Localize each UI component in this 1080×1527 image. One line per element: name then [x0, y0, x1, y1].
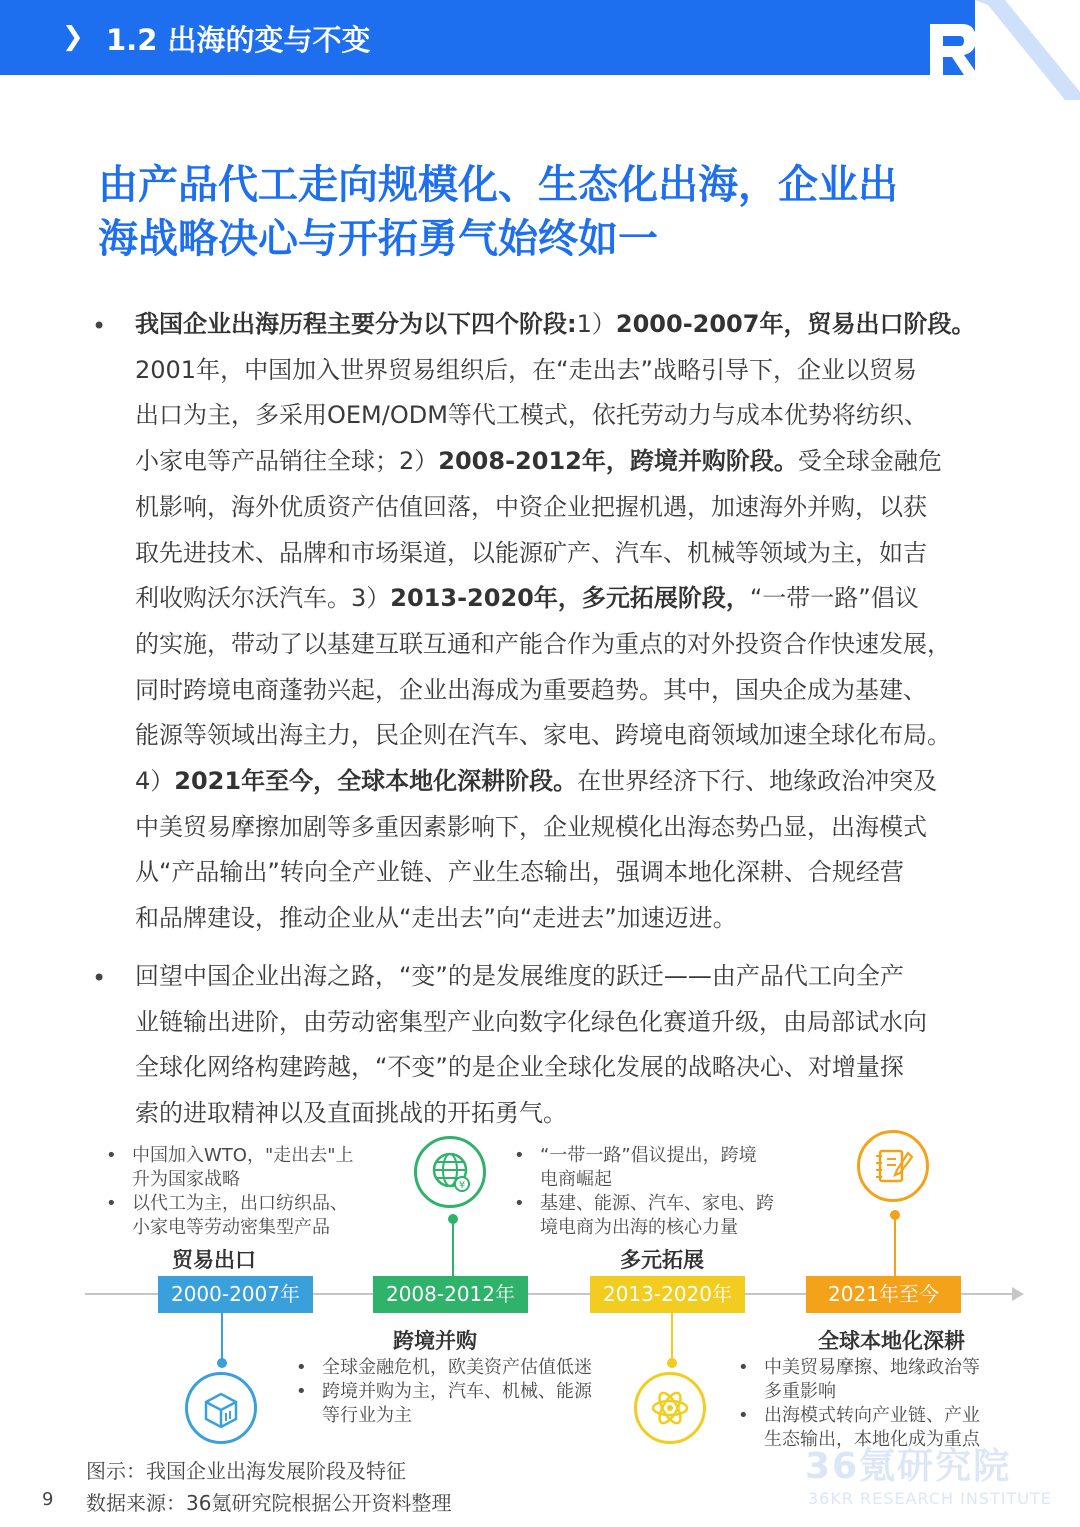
note-text: 中美贸易摩擦、地缘政治等 [764, 1357, 980, 1378]
note-line: 小家电等劳动密集型产品 [132, 1217, 330, 1238]
connector-line [671, 1313, 673, 1363]
paragraph-line: 取先进技术、品牌和市场渠道，以能源矿产、汽车、机械等领域为主，如吉 [135, 538, 927, 567]
note-text: 中国加入WTO，"走出去"上 [132, 1145, 354, 1166]
bullet-marker: • [106, 1193, 117, 1214]
text-span: 4） [135, 767, 175, 796]
paragraph-line: 索的进取精神以及直面挑战的开拓勇气。 [135, 1099, 567, 1128]
bullet-marker: • [514, 1145, 525, 1166]
brand-logo-icon [900, 0, 1080, 100]
paragraph-line: 能源等领域出海主力，民企则在汽车、家电、跨境电商领域加速全球化布局。 [135, 721, 951, 750]
text-span: “一带一路”倡议 [749, 584, 919, 613]
bullet-marker: • [514, 1193, 525, 1214]
notebook-icon-glyph [860, 1133, 926, 1199]
note-line [296, 1356, 592, 1380]
paragraph-line: 从“产品输出”转向全产业链、产业生态输出，强调本地化深耕、合规经营 [135, 858, 904, 887]
note-line [514, 1192, 774, 1216]
paragraph-line: 回望中国企业出海之路，“变”的是发展维度的跃迁——由产品代工向全产 [135, 962, 904, 990]
connector-line [894, 1215, 896, 1276]
header-bar [0, 0, 1080, 75]
connector-line [221, 1313, 223, 1363]
bullet-marker: • [296, 1381, 307, 1402]
page-title [98, 158, 998, 266]
data-source: 数据来源：36氪研究院根据公开资料整理 [86, 1491, 452, 1515]
bullet-marker: • [92, 312, 107, 340]
note-line: 等行业为主 [322, 1405, 412, 1426]
bullet-marker: • [738, 1405, 749, 1426]
paragraph-line: 的实施，带动了以基建互联互通和产能合作为重点的对外投资合作快速发展， [135, 629, 951, 658]
stage1-notes [106, 1144, 354, 1240]
figure-caption: 图示：我国企业出海发展阶段及特征 [86, 1459, 406, 1483]
watermark-logo: 36氪研究院 [805, 1446, 1012, 1487]
stage-name: 多元拓展 [620, 1248, 704, 1272]
paragraph-line [135, 439, 995, 485]
bold-text: 2008-2012年，跨境并购阶段。 [438, 447, 798, 476]
year-box: 2008-2012年 [373, 1276, 528, 1313]
note-text: 跨境并购为主，汽车、机械、能源 [322, 1381, 592, 1402]
text-span: 受全球金融危 [797, 447, 942, 476]
bold-text: 2021年至今，全球本地化深耕阶段。 [174, 767, 578, 796]
paragraph-line: 出口为主，多采用OEM/ODM等代工模式，依托劳动力与成本优势将纺织、 [135, 401, 928, 430]
paragraph-stages [135, 302, 995, 942]
section-title: 1.2 出海的变与不变 [106, 23, 371, 57]
note-line [106, 1144, 354, 1168]
box-icon-glyph [188, 1375, 254, 1441]
note-line: 生态输出，本地化成为重点 [764, 1429, 980, 1450]
page-number: 9 [42, 1489, 54, 1510]
note-line: 多重影响 [764, 1381, 836, 1402]
note-text: “一带一路”倡议提出，跨境 [540, 1145, 757, 1166]
notebook-pen-icon [857, 1130, 929, 1202]
note-text: 全球金融危机，欧美资产估值低迷 [322, 1357, 592, 1378]
stage-name: 跨境并购 [393, 1329, 477, 1353]
paragraph-line: 全球化网络构建跨越，“不变”的是企业全球化发展的战略决心、对增量探 [135, 1053, 904, 1082]
connector-line [452, 1220, 454, 1276]
paragraph-line: 中美贸易摩擦加剧等多重因素影响下，企业规模化出海态势凸显，出海模式 [135, 812, 927, 841]
box-icon [185, 1372, 257, 1444]
stage-name: 贸易出口 [172, 1248, 256, 1272]
text-span: 小家电等产品销往全球；2） [135, 447, 439, 476]
bullet-marker: • [738, 1357, 749, 1378]
page-title-line: 由产品代工走向规模化、生态化出海，企业出 [98, 162, 898, 208]
chevron-right-icon: ❯ [62, 22, 84, 52]
paragraph-line [135, 759, 995, 805]
stage3-notes [514, 1144, 774, 1240]
note-line: 升为国家战略 [132, 1169, 240, 1190]
year-box: 2013-2020年 [590, 1276, 745, 1313]
paragraph-line [135, 302, 995, 348]
paragraph-line: 同时跨境电商蓬勃兴起，企业出海成为重要趋势。其中，国央企成为基建、 [135, 675, 927, 704]
text-span: 在世界经济下行、地缘政治冲突及 [577, 767, 938, 796]
stage2-notes [296, 1356, 592, 1428]
note-line [738, 1356, 980, 1380]
note-text: 出海模式转向产业链、产业 [764, 1405, 980, 1426]
note-line [738, 1404, 980, 1428]
note-text: 基建、能源、汽车、家电、跨 [540, 1193, 774, 1214]
bullet-marker: • [296, 1357, 307, 1378]
note-line [296, 1380, 592, 1404]
note-line [514, 1144, 774, 1168]
note-line [106, 1192, 354, 1216]
text-span: 1） [576, 310, 616, 338]
year-box: 2000-2007年 [158, 1276, 313, 1313]
text-span: 利收购沃尔沃汽车。3） [135, 584, 391, 613]
atom-icon-glyph [637, 1375, 703, 1441]
globe-currency-icon [414, 1136, 486, 1208]
connector-dot [217, 1358, 227, 1368]
svg-text:¥: ¥ [458, 1180, 466, 1191]
paragraph-line: 2001年，中国加入世界贸易组织后，在“走出去”战略引导下，企业以贸易 [135, 355, 917, 384]
paragraph-line [135, 576, 995, 622]
note-line: 境电商为出海的核心力量 [540, 1217, 738, 1238]
note-text: 以代工为主，出口纺织品、 [132, 1193, 348, 1214]
watermark-subtitle: 36KR RESEARCH INSTITUTE [808, 1489, 1052, 1508]
note-line: 电商崛起 [540, 1169, 612, 1190]
connector-dot [667, 1358, 677, 1368]
paragraph-summary [135, 954, 995, 1137]
paragraph-line: 业链输出进阶，由劳动密集型产业向数字化绿色化赛道升级，由局部试水向 [135, 1007, 927, 1036]
year-box: 2021年至今 [806, 1276, 961, 1313]
globe-icon-glyph [417, 1139, 483, 1205]
atom-icon [634, 1372, 706, 1444]
paragraph-line: 和品牌建设，推动企业从“走出去”向“走进去”加速迈进。 [135, 904, 737, 933]
arrow-right-icon [1012, 1287, 1024, 1301]
bullet-marker: • [106, 1145, 117, 1166]
paragraph-line: 机影响，海外优质资产估值回落，中资企业把握机遇，加速海外并购，以获 [135, 492, 927, 521]
bullet-marker: • [92, 964, 107, 992]
bold-text: 2013-2020年，多元拓展阶段， [390, 584, 750, 613]
page-title-line: 海战略决心与开拓勇气始终如一 [98, 216, 658, 262]
bold-text: 2000-2007年，贸易出口阶段。 [615, 310, 976, 338]
bold-text: 我国企业出海历程主要分为以下四个阶段: [135, 310, 577, 338]
stage-name: 全球本地化深耕 [818, 1329, 965, 1353]
